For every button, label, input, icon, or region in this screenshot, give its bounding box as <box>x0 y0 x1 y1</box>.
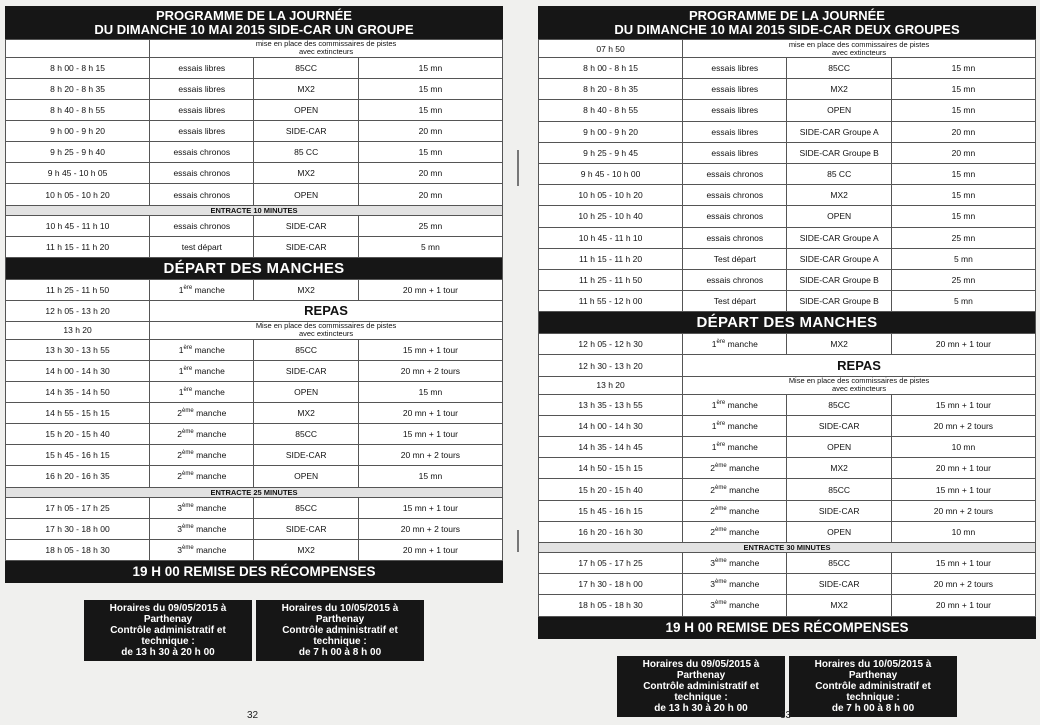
activity-cell: 3ème manche <box>150 518 254 539</box>
duration-cell: 25 mn <box>891 227 1035 248</box>
time-cell: 16 h 20 - 16 h 35 <box>6 466 150 487</box>
activity-cell: 1ère manche <box>683 437 787 458</box>
duration-cell: 20 mn <box>891 142 1035 163</box>
schedule-row <box>6 445 503 466</box>
time-cell: 10 h 45 - 11 h 10 <box>6 215 150 236</box>
hours-boxes <box>538 656 1036 717</box>
activity-cell: 3ème manche <box>683 552 787 573</box>
duration-cell: 20 mn + 1 tour <box>358 539 502 560</box>
schedule-row <box>539 291 1036 312</box>
duration-cell: 10 mn <box>891 437 1035 458</box>
page-number: 32 <box>247 710 259 721</box>
awards-footer: 19 H 00 REMISE DES RÉCOMPENSES <box>5 561 503 583</box>
category-cell: SIDE-CAR <box>787 415 891 436</box>
schedule-row <box>6 79 503 100</box>
time-cell: 10 h 45 - 11 h 10 <box>539 227 683 248</box>
title-line-1: PROGRAMME DE LA JOURNÉE <box>156 8 352 23</box>
duration-cell: 15 mn <box>891 100 1035 121</box>
schedule-row <box>539 227 1036 248</box>
category-cell: MX2 <box>787 79 891 100</box>
schedule-row <box>539 479 1036 500</box>
activity-cell: 2ème manche <box>683 500 787 521</box>
category-cell: SIDE-CAR <box>787 574 891 595</box>
schedule-row <box>6 497 503 518</box>
category-cell: OPEN <box>254 100 358 121</box>
activity-cell: 1ère manche <box>683 415 787 436</box>
time-cell: 15 h 20 - 15 h 40 <box>539 479 683 500</box>
category-cell: MX2 <box>787 334 891 355</box>
duration-cell: 10 mn <box>891 521 1035 542</box>
category-cell: SIDE-CAR <box>254 445 358 466</box>
schedule-row <box>539 552 1036 573</box>
time-cell: 8 h 00 - 8 h 15 <box>6 57 150 78</box>
time-cell: 15 h 45 - 16 h 15 <box>6 445 150 466</box>
note-cell: Mise en place des commissaires de pistes avec extincteurs <box>150 321 503 339</box>
activity-cell: Test départ <box>683 291 787 312</box>
time-cell: 16 h 20 - 16 h 30 <box>539 521 683 542</box>
duration-cell: 20 mn <box>358 184 502 205</box>
category-cell: OPEN <box>787 100 891 121</box>
time-cell: 12 h 05 - 12 h 30 <box>539 334 683 355</box>
category-cell: 85CC <box>254 57 358 78</box>
category-cell: MX2 <box>254 163 358 184</box>
category-cell: MX2 <box>254 79 358 100</box>
schedule-table <box>5 39 503 561</box>
category-cell: 85CC <box>787 394 891 415</box>
activity-cell: essais libres <box>683 100 787 121</box>
left-page <box>5 6 503 661</box>
hours-boxes <box>5 600 503 661</box>
lunch-row <box>6 300 503 321</box>
time-cell: 9 h 45 - 10 h 00 <box>539 163 683 184</box>
schedule-row <box>539 121 1036 142</box>
intermission-label: ENTRACTE 30 MINUTES <box>539 542 1036 552</box>
schedule-row <box>6 360 503 381</box>
duration-cell: 20 mn + 1 tour <box>358 403 502 424</box>
category-cell: OPEN <box>254 382 358 403</box>
schedule-row <box>6 382 503 403</box>
activity-cell: 2ème manche <box>683 458 787 479</box>
time-cell: 12 h 30 - 13 h 20 <box>539 355 683 376</box>
intermission-label: ENTRACTE 25 MINUTES <box>6 487 503 497</box>
category-cell: SIDE-CAR <box>254 236 358 257</box>
schedule-row <box>539 248 1036 269</box>
schedule-row <box>6 339 503 360</box>
time-cell: 11 h 25 - 11 h 50 <box>539 269 683 290</box>
activity-cell: essais chronos <box>150 163 254 184</box>
duration-cell: 15 mn <box>358 79 502 100</box>
schedule-row <box>539 437 1036 458</box>
activity-cell: essais libres <box>150 100 254 121</box>
note-row <box>539 40 1036 58</box>
schedule-row <box>539 521 1036 542</box>
category-cell: 85 CC <box>787 163 891 184</box>
schedule-row <box>539 142 1036 163</box>
time-cell: 18 h 05 - 18 h 30 <box>6 539 150 560</box>
time-cell: 14 h 35 - 14 h 50 <box>6 382 150 403</box>
time-cell: 8 h 00 - 8 h 15 <box>539 58 683 79</box>
activity-cell: 2ème manche <box>150 466 254 487</box>
schedule-row <box>539 595 1036 616</box>
lunch-label: REPAS <box>683 355 1036 376</box>
category-cell: 85CC <box>254 339 358 360</box>
note-row <box>539 376 1036 394</box>
time-cell: 9 h 00 - 9 h 20 <box>539 121 683 142</box>
schedule-table <box>538 39 1036 617</box>
schedule-row <box>539 58 1036 79</box>
duration-cell: 20 mn <box>358 163 502 184</box>
time-cell: 17 h 30 - 18 h 00 <box>539 574 683 595</box>
activity-cell: 1ère manche <box>150 382 254 403</box>
duration-cell: 5 mn <box>891 248 1035 269</box>
category-cell: 85CC <box>787 552 891 573</box>
category-cell: SIDE-CAR Groupe A <box>787 248 891 269</box>
schedule-row <box>6 539 503 560</box>
category-cell: OPEN <box>787 437 891 458</box>
time-cell: 14 h 50 - 15 h 15 <box>539 458 683 479</box>
duration-cell: 15 mn <box>358 142 502 163</box>
time-cell: 11 h 25 - 11 h 50 <box>6 279 150 300</box>
schedule-row <box>539 100 1036 121</box>
duration-cell: 15 mn <box>358 382 502 403</box>
time-cell: 17 h 30 - 18 h 00 <box>6 518 150 539</box>
activity-cell: essais libres <box>150 57 254 78</box>
activity-cell: 1ère manche <box>150 279 254 300</box>
activity-cell: 2ème manche <box>150 445 254 466</box>
category-cell: MX2 <box>254 539 358 560</box>
category-cell: SIDE-CAR Groupe B <box>787 291 891 312</box>
duration-cell: 15 mn + 1 tour <box>891 394 1035 415</box>
time-cell: 18 h 05 - 18 h 30 <box>539 595 683 616</box>
activity-cell: 3ème manche <box>683 595 787 616</box>
activity-cell: Test départ <box>683 248 787 269</box>
schedule-row <box>539 415 1036 436</box>
intermission-row <box>6 205 503 215</box>
activity-cell: 3ème manche <box>150 497 254 518</box>
activity-cell: essais chronos <box>683 269 787 290</box>
note-row <box>6 321 503 339</box>
title-line-1: PROGRAMME DE LA JOURNÉE <box>689 8 885 23</box>
hours-box-text: Horaires du 09/05/2015 à Parthenay Contrôle administratif et technique : de 13 h 30 à 20 h 00 <box>109 602 227 658</box>
schedule-row <box>539 269 1036 290</box>
activity-cell: 3ème manche <box>150 539 254 560</box>
time-cell: 07 h 50 <box>539 40 683 58</box>
activity-cell: 1ère manche <box>150 339 254 360</box>
time-cell: 15 h 20 - 15 h 40 <box>6 424 150 445</box>
time-cell: 11 h 15 - 11 h 20 <box>539 248 683 269</box>
duration-cell: 20 mn + 1 tour <box>891 595 1035 616</box>
activity-cell: essais chronos <box>150 142 254 163</box>
activity-cell: essais libres <box>683 142 787 163</box>
category-cell: SIDE-CAR Groupe A <box>787 121 891 142</box>
activity-cell: 2ème manche <box>150 424 254 445</box>
duration-cell: 15 mn + 1 tour <box>358 497 502 518</box>
duration-cell: 15 mn <box>891 58 1035 79</box>
time-cell <box>6 40 150 58</box>
activity-cell: essais chronos <box>150 184 254 205</box>
category-cell: SIDE-CAR <box>254 121 358 142</box>
category-cell: 85CC <box>254 424 358 445</box>
activity-cell: 1ère manche <box>683 334 787 355</box>
duration-cell: 5 mn <box>891 291 1035 312</box>
category-cell: SIDE-CAR <box>787 500 891 521</box>
time-cell: 8 h 20 - 8 h 35 <box>6 79 150 100</box>
schedule-row <box>539 185 1036 206</box>
heats-band <box>539 312 1036 334</box>
note-cell: mise en place des commissaires de pistes avec extincteurs <box>150 40 503 58</box>
time-cell: 10 h 05 - 10 h 20 <box>6 184 150 205</box>
category-cell: 85 CC <box>254 142 358 163</box>
schedule-row <box>539 394 1036 415</box>
time-cell: 8 h 40 - 8 h 55 <box>539 100 683 121</box>
hours-box-text: Horaires du 10/05/2015 à Parthenay Contrôle administratif et technique : de 7 h 00 à 8 h 00 <box>814 658 932 714</box>
title-line-2: DU DIMANCHE 10 MAI 2015 SIDE-CAR UN GROUPE <box>94 22 414 37</box>
hours-box-saturday <box>617 656 785 717</box>
duration-cell: 20 mn + 2 tours <box>891 500 1035 521</box>
time-cell: 15 h 45 - 16 h 15 <box>539 500 683 521</box>
schedule-row <box>6 215 503 236</box>
duration-cell: 15 mn + 1 tour <box>358 424 502 445</box>
activity-cell: essais libres <box>150 121 254 142</box>
heats-band <box>6 257 503 279</box>
schedule-row <box>6 279 503 300</box>
hours-box-sunday <box>256 600 424 661</box>
duration-cell: 15 mn + 1 tour <box>358 339 502 360</box>
schedule-row <box>6 100 503 121</box>
heats-label: DÉPART DES MANCHES <box>539 312 1036 334</box>
duration-cell: 15 mn + 1 tour <box>891 552 1035 573</box>
activity-cell: 1ère manche <box>683 394 787 415</box>
duration-cell: 15 mn <box>891 185 1035 206</box>
lunch-row <box>539 355 1036 376</box>
duration-cell: 15 mn + 1 tour <box>891 479 1035 500</box>
time-cell: 9 h 25 - 9 h 45 <box>539 142 683 163</box>
activity-cell: essais chronos <box>150 215 254 236</box>
category-cell: MX2 <box>787 458 891 479</box>
duration-cell: 15 mn <box>358 57 502 78</box>
activity-cell: essais libres <box>683 121 787 142</box>
page-title <box>5 6 503 39</box>
duration-cell: 20 mn + 2 tours <box>891 574 1035 595</box>
time-cell: 14 h 00 - 14 h 30 <box>6 360 150 381</box>
activity-cell: essais chronos <box>683 185 787 206</box>
activity-cell: 3ème manche <box>683 574 787 595</box>
activity-cell: essais libres <box>683 58 787 79</box>
category-cell: OPEN <box>254 466 358 487</box>
duration-cell: 20 mn + 1 tour <box>891 334 1035 355</box>
schedule-row <box>6 163 503 184</box>
time-cell: 8 h 20 - 8 h 35 <box>539 79 683 100</box>
activity-cell: essais libres <box>150 79 254 100</box>
schedule-row <box>539 334 1036 355</box>
hours-box-text: Horaires du 10/05/2015 à Parthenay Contrôle administratif et technique : de 7 h 00 à 8 h 00 <box>281 602 399 658</box>
schedule-row <box>6 466 503 487</box>
activity-cell: 2ème manche <box>683 521 787 542</box>
time-cell: 13 h 20 <box>6 321 150 339</box>
schedule-row <box>6 424 503 445</box>
schedule-row <box>539 206 1036 227</box>
lunch-label: REPAS <box>150 300 503 321</box>
hours-box-text: Horaires du 09/05/2015 à Parthenay Contrôle administratif et technique : de 13 h 30 à 20 h 00 <box>642 658 760 714</box>
time-cell: 10 h 05 - 10 h 20 <box>539 185 683 206</box>
duration-cell: 5 mn <box>358 236 502 257</box>
category-cell: SIDE-CAR Groupe A <box>787 227 891 248</box>
category-cell: SIDE-CAR Groupe B <box>787 269 891 290</box>
duration-cell: 20 mn + 2 tours <box>358 360 502 381</box>
category-cell: OPEN <box>254 184 358 205</box>
activity-cell: 2ème manche <box>683 479 787 500</box>
schedule-row <box>539 574 1036 595</box>
schedule-row <box>539 79 1036 100</box>
duration-cell: 15 mn <box>358 466 502 487</box>
hours-box-sunday <box>789 656 957 717</box>
schedule-row <box>6 518 503 539</box>
category-cell: MX2 <box>787 185 891 206</box>
time-cell: 14 h 55 - 15 h 15 <box>6 403 150 424</box>
activity-cell: 1ère manche <box>150 360 254 381</box>
category-cell: MX2 <box>787 595 891 616</box>
right-page <box>538 6 1036 717</box>
time-cell: 9 h 25 - 9 h 40 <box>6 142 150 163</box>
note-cell: mise en place des commissaires de pistes avec extincteurs <box>683 40 1036 58</box>
title-line-2: DU DIMANCHE 10 MAI 2015 SIDE-CAR DEUX GROUPES <box>614 22 960 37</box>
duration-cell: 15 mn <box>891 163 1035 184</box>
time-cell: 14 h 00 - 14 h 30 <box>539 415 683 436</box>
note-cell: Mise en place des commissaires de pistes avec extincteurs <box>683 376 1036 394</box>
schedule-row <box>539 163 1036 184</box>
category-cell: 85CC <box>787 479 891 500</box>
category-cell: 85CC <box>787 58 891 79</box>
duration-cell: 15 mn <box>891 206 1035 227</box>
category-cell: MX2 <box>254 403 358 424</box>
duration-cell: 15 mn <box>891 79 1035 100</box>
time-cell: 17 h 05 - 17 h 25 <box>6 497 150 518</box>
schedule-row <box>6 142 503 163</box>
schedule-row <box>6 403 503 424</box>
duration-cell: 20 mn + 2 tours <box>358 518 502 539</box>
time-cell: 17 h 05 - 17 h 25 <box>539 552 683 573</box>
intermission-row <box>539 542 1036 552</box>
duration-cell: 20 mn <box>358 121 502 142</box>
activity-cell: essais chronos <box>683 206 787 227</box>
category-cell: 85CC <box>254 497 358 518</box>
duration-cell: 20 mn + 2 tours <box>891 415 1035 436</box>
time-cell: 11 h 55 - 12 h 00 <box>539 291 683 312</box>
activity-cell: essais libres <box>683 79 787 100</box>
activity-cell: test départ <box>150 236 254 257</box>
category-cell: SIDE-CAR <box>254 518 358 539</box>
duration-cell: 20 mn + 2 tours <box>358 445 502 466</box>
schedule-row <box>539 500 1036 521</box>
category-cell: SIDE-CAR Groupe B <box>787 142 891 163</box>
duration-cell: 20 mn + 1 tour <box>891 458 1035 479</box>
category-cell: OPEN <box>787 206 891 227</box>
schedule-row <box>6 184 503 205</box>
time-cell: 12 h 05 - 13 h 20 <box>6 300 150 321</box>
intermission-label: ENTRACTE 10 MINUTES <box>6 205 503 215</box>
duration-cell: 20 mn <box>891 121 1035 142</box>
schedule-row <box>539 458 1036 479</box>
time-cell: 9 h 45 - 10 h 05 <box>6 163 150 184</box>
time-cell: 9 h 00 - 9 h 20 <box>6 121 150 142</box>
page-title <box>538 6 1036 39</box>
page-number: 33 <box>780 710 792 721</box>
schedule-row <box>6 57 503 78</box>
activity-cell: essais chronos <box>683 163 787 184</box>
category-cell: MX2 <box>254 279 358 300</box>
time-cell: 13 h 35 - 13 h 55 <box>539 394 683 415</box>
spine-mark <box>517 150 519 186</box>
time-cell: 8 h 40 - 8 h 55 <box>6 100 150 121</box>
note-row <box>6 40 503 58</box>
awards-footer: 19 H 00 REMISE DES RÉCOMPENSES <box>538 617 1036 639</box>
time-cell: 14 h 35 - 14 h 45 <box>539 437 683 458</box>
time-cell: 13 h 20 <box>539 376 683 394</box>
category-cell: SIDE-CAR <box>254 360 358 381</box>
duration-cell: 15 mn <box>358 100 502 121</box>
category-cell: SIDE-CAR <box>254 215 358 236</box>
duration-cell: 25 mn <box>891 269 1035 290</box>
time-cell: 13 h 30 - 13 h 55 <box>6 339 150 360</box>
category-cell: OPEN <box>787 521 891 542</box>
intermission-row <box>6 487 503 497</box>
time-cell: 10 h 25 - 10 h 40 <box>539 206 683 227</box>
schedule-row <box>6 121 503 142</box>
time-cell: 11 h 15 - 11 h 20 <box>6 236 150 257</box>
spine-mark <box>517 530 519 552</box>
duration-cell: 25 mn <box>358 215 502 236</box>
schedule-row <box>6 236 503 257</box>
duration-cell: 20 mn + 1 tour <box>358 279 502 300</box>
activity-cell: essais chronos <box>683 227 787 248</box>
heats-label: DÉPART DES MANCHES <box>6 257 503 279</box>
hours-box-saturday <box>84 600 252 661</box>
activity-cell: 2ème manche <box>150 403 254 424</box>
